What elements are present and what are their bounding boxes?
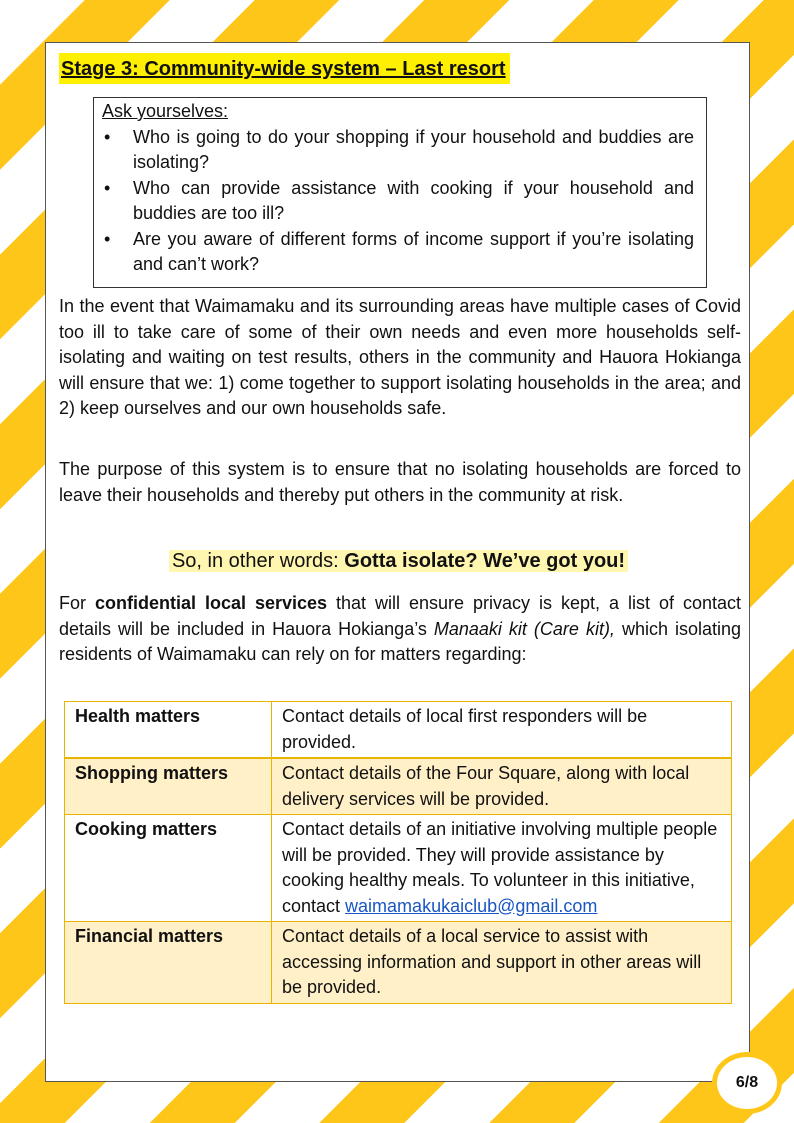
services-table — [64, 701, 732, 1004]
service-category: Financial matters — [65, 922, 272, 1004]
page-number: 6/8 — [735, 1074, 759, 1091]
volunteer-email-link[interactable]: waimamakukaiclub@gmail.com — [345, 895, 598, 916]
paragraph-services-intro — [59, 591, 741, 668]
table-row — [65, 922, 732, 1004]
paragraph-purpose: The purpose of this system is to ensure that no isolating households are forced to leave their households and thereby put others in the community at risk. — [59, 459, 741, 505]
stage-heading: Stage 3: Community-wide system – Last resort — [59, 53, 510, 84]
tagline-bold: Gotta isolate? We’ve got you! — [344, 550, 626, 572]
table-row — [65, 758, 732, 815]
paragraph-event: In the event that Waimamaku and its surrounding areas have multiple cases of Covid too ill to take care of some of their own needs and even more households self-isolating and waiting on test results, others in the community and Hauora Hokianga will ensure that we: 1) come together to support isolating households in the area; and 2) keep ourselves and our own households safe. — [59, 296, 741, 418]
ask-item: • Are you aware of different forms of income support if you’re isolating and can’t work? — [102, 227, 694, 278]
intro-post: which isolating residents of Waimamaku can rely on for matters regarding: — [59, 618, 741, 664]
ask-title: Ask yourselves: — [102, 101, 229, 121]
service-category: Cooking matters — [65, 815, 272, 922]
ask-list — [102, 125, 694, 278]
ask-item: • Who is going to do your shopping if your household and buddies are isolating? — [102, 125, 694, 176]
content-panel — [45, 42, 750, 1082]
tagline-highlight — [169, 550, 628, 572]
service-details-text: Contact details of an initiative involving multiple people will be provided. They will provide assistance by cooking healthy meals. To volunteer in this initiative, contact — [282, 819, 718, 916]
tagline — [46, 547, 751, 575]
intro-pre: For — [59, 593, 95, 613]
service-details: Contact details of the Four Square, along with local delivery services will be provided. — [272, 758, 732, 815]
intro-mid: that will ensure privacy is kept, a list of contact details will be included in Hauora Hokianga’s — [59, 593, 741, 639]
intro-bold: confidential local services — [94, 593, 328, 613]
page-number-badge — [712, 1052, 782, 1114]
table-row — [65, 815, 732, 922]
service-details — [272, 815, 732, 922]
service-details: Contact details of a local service to assist with accessing information and support in other areas will be provided. — [272, 922, 732, 1004]
intro-italic: Manaaki kit (Care kit), — [433, 618, 615, 639]
tagline-lead: So, in other words: — [171, 550, 345, 572]
table-row — [65, 702, 732, 759]
ask-item: • Who can provide assistance with cooking if your household and buddies are too ill? — [102, 176, 694, 227]
service-category: Shopping matters — [65, 758, 272, 815]
ask-yourselves-box — [93, 97, 707, 288]
service-details: Contact details of local first responders will be provided. — [272, 702, 732, 759]
service-category: Health matters — [65, 702, 272, 759]
